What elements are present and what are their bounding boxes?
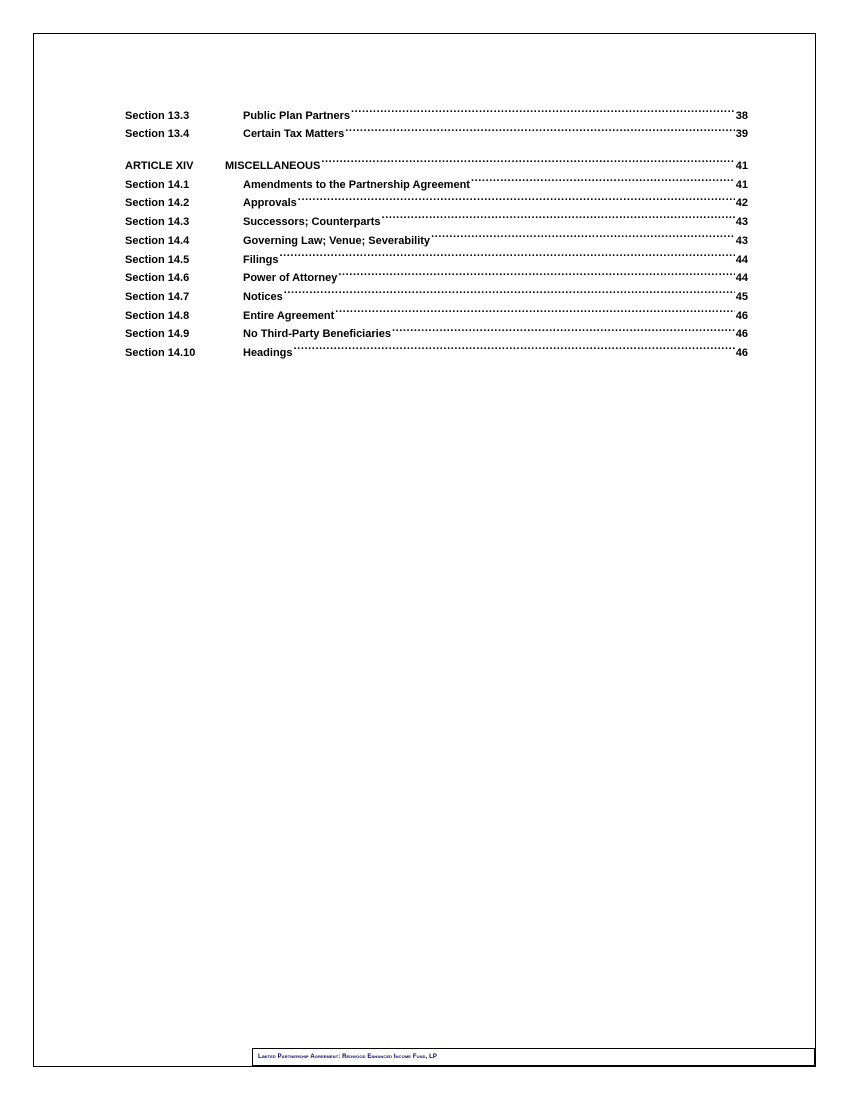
toc-section-number: Section 14.10 <box>125 346 196 359</box>
toc-section-number: Section 14.2 <box>125 197 190 210</box>
toc-dot-leader <box>431 225 735 244</box>
toc-section-title: Governing Law; Venue; Severability <box>243 234 431 247</box>
page-footer <box>252 1048 815 1066</box>
toc-article-entry[interactable] <box>125 150 748 173</box>
toc-page-number: 41 <box>735 160 748 173</box>
toc-section-number: Section 13.3 <box>125 109 190 122</box>
footer-text: Limited Partnership Agreement: Redwood Enhanced Income Fund, LP <box>258 1054 437 1060</box>
toc-section-number: Section 13.4 <box>125 128 190 141</box>
toc-dot-leader <box>294 337 735 356</box>
toc-section-title: No Third-Party Beneficiaries <box>243 328 391 341</box>
toc-entry[interactable] <box>125 100 748 122</box>
toc-dot-leader <box>471 169 735 188</box>
toc-page-number: 45 <box>735 290 748 303</box>
toc-section-title: Certain Tax Matters <box>243 128 345 141</box>
toc-section-title: Filings <box>243 253 279 266</box>
toc-dot-leader <box>392 319 735 338</box>
toc-section-title: Notices <box>243 290 283 303</box>
toc-section-title: Approvals <box>243 197 297 210</box>
toc-page-number: 46 <box>735 309 748 322</box>
toc-page-number: 43 <box>735 234 748 247</box>
toc-article-number: ARTICLE XIV <box>125 160 194 173</box>
toc-section-number: Section 14.6 <box>125 272 190 285</box>
toc-page-number: 41 <box>735 178 748 191</box>
table-of-contents <box>125 100 748 359</box>
toc-page-number: 46 <box>735 346 748 359</box>
toc-page-number: 44 <box>735 272 748 285</box>
toc-dot-leader <box>335 300 734 319</box>
toc-section-number: Section 14.9 <box>125 328 190 341</box>
toc-section-number: Section 14.8 <box>125 309 190 322</box>
toc-section-number: Section 14.1 <box>125 178 190 191</box>
toc-section-title: Headings <box>243 346 293 359</box>
toc-section-number: Section 14.4 <box>125 234 190 247</box>
toc-dot-leader <box>279 244 734 263</box>
toc-page-number: 46 <box>735 328 748 341</box>
toc-dot-leader <box>284 281 735 300</box>
toc-page-number: 43 <box>735 216 748 229</box>
toc-dot-leader <box>321 150 734 169</box>
toc-section-title: Successors; Counterparts <box>243 216 381 229</box>
toc-dot-leader <box>382 206 735 225</box>
toc-page-number: 38 <box>735 109 748 122</box>
toc-article-title: MISCELLANEOUS <box>225 160 321 173</box>
toc-dot-leader <box>298 188 735 207</box>
toc-section-title: Entire Agreement <box>243 309 335 322</box>
toc-section-number: Section 14.7 <box>125 290 190 303</box>
toc-section-number: Section 14.3 <box>125 216 190 229</box>
toc-dot-leader <box>345 119 734 138</box>
toc-dot-leader <box>351 100 735 119</box>
toc-section-number: Section 14.5 <box>125 253 190 266</box>
toc-dot-leader <box>338 263 734 282</box>
toc-page-number: 44 <box>735 253 748 266</box>
toc-section-title: Amendments to the Partnership Agreement <box>243 178 470 191</box>
toc-page-number: 42 <box>735 197 748 210</box>
toc-section-title: Power of Attorney <box>243 272 338 285</box>
toc-section-title: Public Plan Partners <box>243 109 350 122</box>
toc-page-number: 39 <box>735 128 748 141</box>
